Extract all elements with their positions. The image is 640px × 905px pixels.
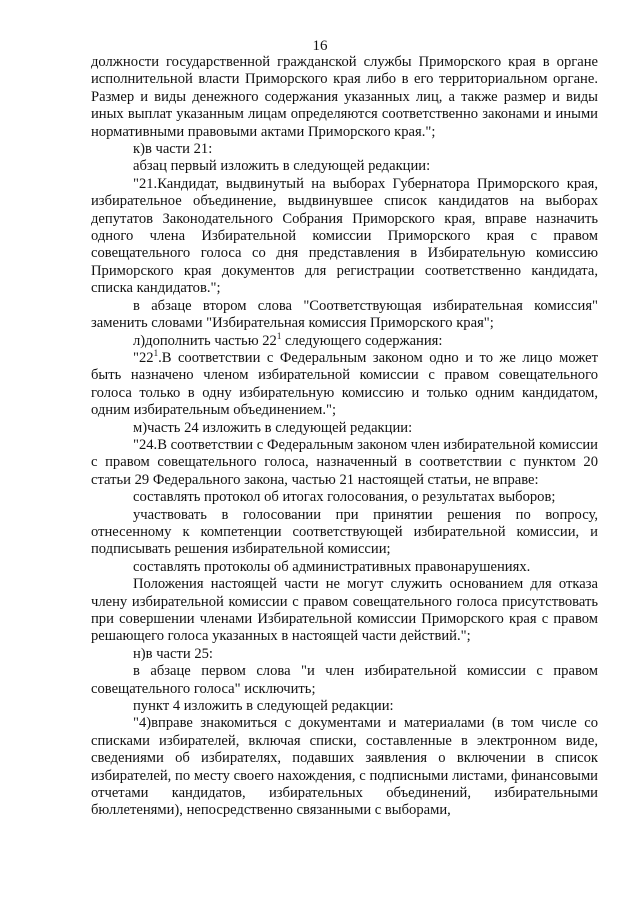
paragraph-item-n: н)в части 25: (133, 645, 213, 662)
paragraph-point-4-text: "4)вправе знакомиться с документами и материалами (в том числе со списками избирателей, включая списки, составленные в электронном виде, сведениями об избирателях, подавших заявления о включении в список избирателей, по месту своего нахождения, с подписными листами, финансовыми отчетами кандидатов, избирательных объединений, избирательными бюллетенями), непосредственно связанными с выборами, (91, 715, 598, 819)
superscript: 1 (276, 330, 282, 341)
paragraph-provisions: Положения настоящей части не могут служить основанием для отказа члену избирательной комиссии с правом совещательного голоса присутствовать при совершении членами Избирательной комиссии Приморского края с правом решающего голоса указанных в настоящей части действий."; (91, 576, 598, 645)
text-fragment: л)дополнить частью 22 (133, 332, 277, 349)
text-fragment: "22 (133, 349, 154, 366)
paragraph-part-22-1 (91, 347, 598, 420)
superscript: 1 (153, 347, 159, 358)
paragraph-point-4: пункт 4 изложить в следующей редакции: (133, 698, 394, 715)
paragraph-part-21: "21.Кандидат, выдвинутый на выборах Губернатора Приморского края, избирательное объединение, выдвинувшее список кандидатов на выборах депутатов Законодательного Собрания Приморского края, вправе назначить одного члена Избирательной комиссии Приморского края с правом совещательного голоса со дня представления в Избирательную комиссию Приморского края документов для регистрации соответственно кандидата, списка кандидатов."; (91, 175, 598, 297)
paragraph-continuation: должности государственной гражданской службы Приморского края в органе исполнительной власти Приморского края либо в его территориальном органе. Размер и виды денежного содержания указанных лиц, а также размер и виды иных выплат указанным лицам определяются соответственно законами и иными нормативными правовыми актами Приморского края."; (91, 54, 598, 140)
paragraph-item-m: м)часть 24 изложить в следующей редакции: (133, 419, 413, 436)
paragraph-part-24: "24.В соответствии с Федеральным законом член избирательной комиссии с правом совещательного голоса, назначенный в соответствии с пунктом 20 статьи 29 Федерального закона, частью 21 настоящей статьи, не вправе: (91, 436, 598, 488)
paragraph-second-abzac: в абзаце втором слова "Соответствующая избирательная комиссия" заменить словами "Избирательная комиссия Приморского края"; (91, 297, 598, 332)
paragraph-first-abzac-25: в абзаце первом слова "и член избирательной комиссии с правом совещательного голоса" исключить; (91, 663, 598, 697)
document-body (91, 54, 598, 820)
page-number: 16 (312, 38, 328, 54)
paragraph-item-k: к)в части 21: (133, 141, 213, 158)
text-fragment: следующего содержания: (281, 332, 443, 349)
paragraph-restriction-3: составлять протоколы об административных правонарушениях. (133, 558, 531, 575)
paragraph-item-l (91, 330, 598, 350)
paragraph-first-abzac: абзац первый изложить в следующей редакции: (133, 158, 431, 175)
paragraph-restriction-2: участвовать в голосовании при принятии решения по вопросу, отнесенному к компетенции соответствующей избирательной комиссии, и подписывать решения избирательной комиссии; (91, 506, 598, 558)
text-fragment: .В соответствии с Федеральным законом одно и то же лицо может быть назначено членом избирательной комиссии с правом совещательного голоса только в одну избирательную комиссию и только одним кандидатом, одним избирательным объединением."; (91, 349, 598, 419)
paragraph-restriction-1: составлять протокол об итогах голосования, о результатах выборов; (133, 489, 556, 506)
